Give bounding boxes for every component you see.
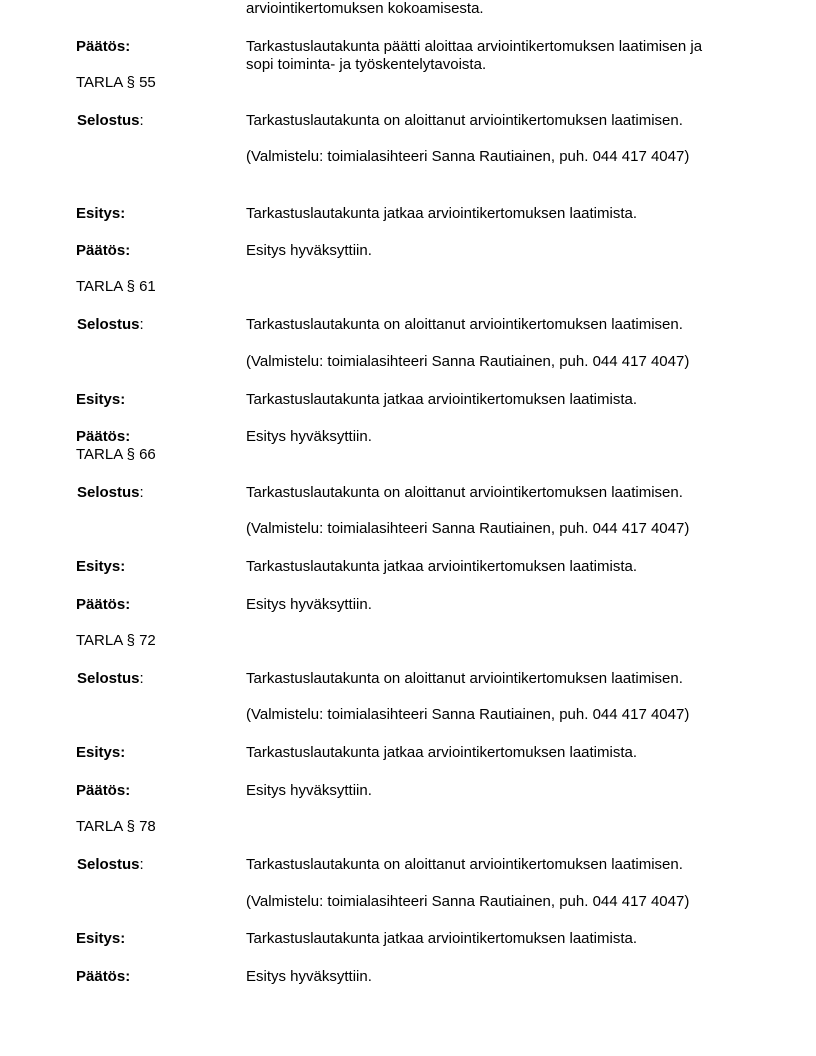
paatos-label: Päätös: (76, 968, 131, 985)
continuation-text: arviointikertomuksen kokoamisesta. (246, 0, 484, 17)
paatos-text: Esitys hyväksyttiin. (246, 968, 372, 985)
esitys-label: Esitys: (76, 930, 126, 947)
selostus-text: Tarkastuslautakunta on aloittanut arviointikertomuksen laatimisen. (246, 316, 683, 333)
paatos-label: Päätös: (76, 782, 131, 799)
selostus-colon: : (139, 484, 144, 501)
selostus-colon: : (139, 670, 144, 687)
paatos-label: Päätös: (76, 38, 131, 55)
valmistelu-text: (Valmistelu: toimialasihteeri Sanna Rautiainen, puh. 044 417 4047) (246, 148, 690, 165)
section-heading: TARLA § 61 (76, 278, 156, 295)
paatos-text: Esitys hyväksyttiin. (246, 596, 372, 613)
paatos-label: Päätös: (76, 242, 131, 259)
selostus-label (77, 670, 144, 687)
section-heading: TARLA § 66 (76, 446, 156, 463)
paatos-text: Esitys hyväksyttiin. (246, 782, 372, 799)
esitys-text: Tarkastuslautakunta jatkaa arviointikertomuksen laatimista. (246, 744, 638, 761)
selostus-text: Tarkastuslautakunta on aloittanut arviointikertomuksen laatimisen. (246, 856, 683, 873)
selostus-label-text: Selostus (77, 484, 140, 501)
selostus-label (77, 112, 144, 129)
esitys-label: Esitys: (76, 744, 126, 761)
valmistelu-text: (Valmistelu: toimialasihteeri Sanna Rautiainen, puh. 044 417 4047) (246, 520, 690, 537)
selostus-text: Tarkastuslautakunta on aloittanut arviointikertomuksen laatimisen. (246, 670, 683, 687)
paatos-label: Päätös: (76, 428, 131, 445)
selostus-label-text: Selostus (77, 670, 140, 687)
selostus-label-text: Selostus (77, 112, 140, 129)
esitys-text: Tarkastuslautakunta jatkaa arviointikertomuksen laatimista. (246, 930, 638, 947)
selostus-label (77, 856, 144, 873)
esitys-text: Tarkastuslautakunta jatkaa arviointikertomuksen laatimista. (246, 558, 638, 575)
section-heading: TARLA § 72 (76, 632, 156, 649)
section-heading: TARLA § 55 (76, 74, 156, 91)
selostus-label (77, 316, 144, 333)
selostus-colon: : (139, 856, 144, 873)
selostus-colon: : (139, 112, 144, 129)
selostus-text: Tarkastuslautakunta on aloittanut arviointikertomuksen laatimisen. (246, 112, 683, 129)
selostus-label-text: Selostus (77, 856, 140, 873)
paatos-label: Päätös: (76, 596, 131, 613)
valmistelu-text: (Valmistelu: toimialasihteeri Sanna Rautiainen, puh. 044 417 4047) (246, 893, 690, 910)
esitys-label: Esitys: (76, 558, 126, 575)
paatos-text-line1: Tarkastuslautakunta päätti aloittaa arviointikertomuksen laatimisen ja (246, 38, 703, 55)
paatos-text: Esitys hyväksyttiin. (246, 428, 372, 445)
esitys-text: Tarkastuslautakunta jatkaa arviointikertomuksen laatimista. (246, 391, 638, 408)
esitys-label: Esitys: (76, 205, 126, 222)
valmistelu-text: (Valmistelu: toimialasihteeri Sanna Rautiainen, puh. 044 417 4047) (246, 353, 690, 370)
selostus-text: Tarkastuslautakunta on aloittanut arviointikertomuksen laatimisen. (246, 484, 683, 501)
esitys-text: Tarkastuslautakunta jatkaa arviointikertomuksen laatimista. (246, 205, 638, 222)
selostus-colon: : (139, 316, 144, 333)
esitys-label: Esitys: (76, 391, 126, 408)
paatos-text: Esitys hyväksyttiin. (246, 242, 372, 259)
selostus-label-text: Selostus (77, 316, 140, 333)
selostus-label (77, 484, 144, 501)
section-heading: TARLA § 78 (76, 818, 156, 835)
valmistelu-text: (Valmistelu: toimialasihteeri Sanna Rautiainen, puh. 044 417 4047) (246, 706, 690, 723)
paatos-text-line2: sopi toiminta- ja työskentelytavoista. (246, 56, 487, 73)
